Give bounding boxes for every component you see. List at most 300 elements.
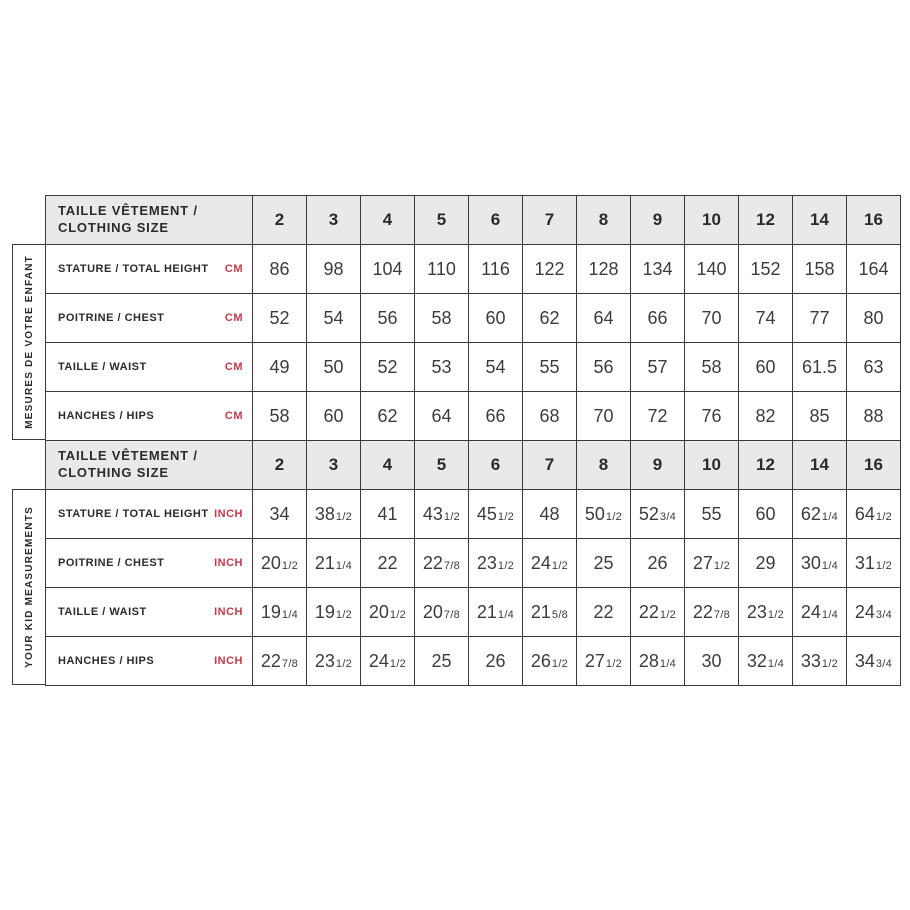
value-fraction: 1/4: [659, 657, 677, 670]
value-cell: [253, 294, 307, 343]
value-text: 128: [588, 258, 619, 279]
size-header-cell: [307, 196, 361, 245]
value-text: 62: [539, 307, 560, 328]
value-text: 60: [323, 405, 344, 426]
measure-label: POITRINE / CHEST: [58, 557, 165, 569]
value-fraction: 1/2: [335, 657, 353, 670]
measure-label: TAILLE / WAIST: [58, 361, 147, 373]
value-cell: [307, 343, 361, 392]
size-header-title-cell: [46, 196, 253, 245]
size-number: 6: [490, 455, 501, 474]
size-number: 16: [864, 210, 883, 229]
value-text: 207/8: [422, 601, 461, 622]
measure-row-label-cell: [46, 490, 253, 539]
value-cell: [253, 343, 307, 392]
size-header-cell: [253, 196, 307, 245]
value-text: 54: [485, 356, 506, 377]
value-cell: [793, 539, 847, 588]
value-text: 215/8: [530, 601, 569, 622]
value-fraction: 1/4: [335, 559, 353, 572]
side-label-cm: MESURES DE VOTRE ENFANT: [23, 255, 35, 429]
value-text: 26: [485, 650, 506, 671]
size-header-cell: [523, 196, 577, 245]
value-cell: [847, 637, 901, 686]
value-text: 57: [647, 356, 668, 377]
value-cell: [253, 539, 307, 588]
size-header-cell: [307, 441, 361, 490]
measure-row-label-cell: [46, 343, 253, 392]
size-number: 9: [652, 210, 663, 229]
unit-label: INCH: [214, 606, 243, 618]
value-fraction: 3/4: [875, 608, 893, 621]
value-text: 63: [863, 356, 884, 377]
value-cell: [577, 539, 631, 588]
value-text: 34: [269, 503, 290, 524]
value-text: 227/8: [422, 552, 461, 573]
value-text: 60: [755, 356, 776, 377]
value-cell: [523, 539, 577, 588]
value-cell: [685, 392, 739, 441]
value-fraction: 1/2: [875, 510, 893, 523]
value-cell: [847, 588, 901, 637]
value-text: 72: [647, 405, 668, 426]
value-cell: [793, 588, 847, 637]
size-header-cell: [847, 441, 901, 490]
value-text: 68: [539, 405, 560, 426]
value-fraction: 1/2: [443, 510, 461, 523]
value-cell: [577, 490, 631, 539]
value-text: 381/2: [314, 503, 353, 524]
measure-row-label-cell: [46, 637, 253, 686]
value-text: 25: [593, 552, 614, 573]
value-text: 66: [485, 405, 506, 426]
value-cell: [469, 343, 523, 392]
value-cell: [793, 637, 847, 686]
value-text: 22: [593, 601, 614, 622]
measure-row-label-cell: [46, 392, 253, 441]
value-text: 231/2: [476, 552, 515, 573]
value-text: 431/2: [422, 503, 461, 524]
value-text: 88: [863, 405, 884, 426]
value-text: 70: [593, 405, 614, 426]
value-cell: [253, 637, 307, 686]
value-cell: [307, 637, 361, 686]
value-text: 30: [701, 650, 722, 671]
side-label-inch-box: [12, 489, 46, 685]
value-text: 134: [642, 258, 673, 279]
value-cell: [415, 343, 469, 392]
value-text: 55: [539, 356, 560, 377]
value-fraction: 1/4: [767, 657, 785, 670]
value-cell: [847, 490, 901, 539]
value-cell: [577, 588, 631, 637]
value-cell: [415, 392, 469, 441]
value-text: 164: [858, 258, 889, 279]
size-number: 10: [702, 210, 721, 229]
size-header-title-cell: [46, 441, 253, 490]
value-text: 48: [539, 503, 560, 524]
value-text: 25: [431, 650, 452, 671]
value-fraction: 5/8: [551, 608, 569, 621]
value-fraction: 1/4: [497, 608, 515, 621]
value-cell: [847, 343, 901, 392]
value-cell: [739, 588, 793, 637]
unit-label: CM: [224, 263, 243, 275]
value-cell: [361, 539, 415, 588]
value-cell: [469, 245, 523, 294]
value-fraction: 7/8: [281, 657, 299, 670]
size-header-cell: [577, 441, 631, 490]
value-text: 98: [323, 258, 344, 279]
value-cell: [577, 637, 631, 686]
size-number: 3: [328, 455, 339, 474]
value-text: 50: [323, 356, 344, 377]
value-fraction: 7/8: [713, 608, 731, 621]
size-header-cell: [793, 441, 847, 490]
value-cell: [847, 245, 901, 294]
value-text: 501/2: [584, 503, 623, 524]
size-header-cell: [469, 441, 523, 490]
value-cell: [685, 588, 739, 637]
value-fraction: 1/2: [821, 657, 839, 670]
value-text: 231/2: [746, 601, 785, 622]
value-text: 211/4: [314, 552, 353, 573]
value-cell: [685, 637, 739, 686]
size-header-cell: [631, 441, 685, 490]
value-text: 158: [804, 258, 835, 279]
value-fraction: 1/2: [713, 559, 731, 572]
value-cell: [361, 392, 415, 441]
measure-row-label-cell: [46, 588, 253, 637]
value-cell: [631, 245, 685, 294]
size-number: 5: [436, 210, 447, 229]
measure-row-label-cell: [46, 539, 253, 588]
size-header-cell: [415, 196, 469, 245]
value-text: 201/2: [368, 601, 407, 622]
value-fraction: 7/8: [443, 559, 461, 572]
value-cell: [415, 588, 469, 637]
value-cell: [307, 588, 361, 637]
value-text: 122: [534, 258, 565, 279]
size-number: 4: [382, 210, 393, 229]
size-header-cell: [523, 441, 577, 490]
value-cell: [793, 245, 847, 294]
value-cell: [361, 490, 415, 539]
value-text: 56: [377, 307, 398, 328]
value-text: 301/4: [800, 552, 839, 573]
size-header-cell: [739, 441, 793, 490]
value-text: 49: [269, 356, 290, 377]
value-text: 211/4: [476, 601, 515, 622]
value-cell: [739, 539, 793, 588]
size-number: 7: [544, 455, 555, 474]
value-text: 321/4: [746, 650, 785, 671]
value-cell: [307, 245, 361, 294]
value-cell: [631, 294, 685, 343]
value-fraction: 1/2: [551, 657, 569, 670]
value-cell: [685, 294, 739, 343]
size-header-title-line: TAILLE VÊTEMENT /: [58, 203, 198, 219]
value-cell: [469, 490, 523, 539]
value-cell: [793, 343, 847, 392]
size-header-cell: [685, 441, 739, 490]
value-text: 86: [269, 258, 290, 279]
value-text: 26: [647, 552, 668, 573]
value-fraction: 1/2: [605, 510, 623, 523]
value-cell: [631, 343, 685, 392]
value-fraction: 3/4: [875, 657, 893, 670]
size-number: 12: [756, 455, 775, 474]
size-number: 3: [328, 210, 339, 229]
value-cell: [307, 490, 361, 539]
value-cell: [631, 588, 685, 637]
value-cell: [577, 343, 631, 392]
measure-label: HANCHES / HIPS: [58, 655, 155, 667]
value-text: 243/4: [854, 601, 893, 622]
value-fraction: 1/2: [497, 559, 515, 572]
value-cell: [361, 588, 415, 637]
side-label-inch: YOUR KID MEASUREMENTS: [23, 506, 35, 668]
value-cell: [253, 245, 307, 294]
value-text: 74: [755, 307, 776, 328]
measure-label: STATURE / TOTAL HEIGHT: [58, 508, 209, 520]
value-cell: [739, 245, 793, 294]
value-cell: [739, 294, 793, 343]
size-number: 4: [382, 455, 393, 474]
value-text: 116: [481, 258, 510, 279]
value-cell: [577, 294, 631, 343]
value-text: 29: [755, 552, 776, 573]
value-text: 104: [372, 258, 403, 279]
size-header-cell: [793, 196, 847, 245]
size-header-cell: [847, 196, 901, 245]
measure-label: STATURE / TOTAL HEIGHT: [58, 263, 209, 275]
value-text: 191/2: [314, 601, 353, 622]
value-text: 64: [593, 307, 614, 328]
value-text: 56: [593, 356, 614, 377]
value-text: 82: [755, 405, 776, 426]
value-text: 110: [427, 258, 456, 279]
size-number: 7: [544, 210, 555, 229]
size-number: 2: [274, 210, 285, 229]
value-text: 261/2: [530, 650, 569, 671]
size-number: 8: [598, 455, 609, 474]
value-text: 331/2: [800, 650, 839, 671]
value-cell: [793, 294, 847, 343]
value-text: 451/2: [476, 503, 515, 524]
value-cell: [739, 343, 793, 392]
value-cell: [415, 294, 469, 343]
size-header-cell: [253, 441, 307, 490]
value-cell: [631, 490, 685, 539]
size-number: 12: [756, 210, 775, 229]
size-header-cell: [361, 196, 415, 245]
unit-label: INCH: [214, 508, 243, 520]
value-cell: [577, 245, 631, 294]
value-fraction: 1/2: [335, 608, 353, 621]
value-text: 22: [377, 552, 398, 573]
size-header-title-line: CLOTHING SIZE: [58, 220, 169, 235]
value-text: 58: [431, 307, 452, 328]
value-cell: [793, 392, 847, 441]
value-text: 241/2: [368, 650, 407, 671]
size-header-title-line: CLOTHING SIZE: [58, 465, 169, 480]
size-number: 16: [864, 455, 883, 474]
value-cell: [685, 343, 739, 392]
value-cell: [469, 637, 523, 686]
side-label-cm-box: [12, 244, 46, 440]
value-text: 60: [755, 503, 776, 524]
value-text: 52: [269, 307, 290, 328]
value-text: 241/2: [530, 552, 569, 573]
value-cell: [307, 392, 361, 441]
value-fraction: 1/2: [497, 510, 515, 523]
value-text: 52: [377, 356, 398, 377]
value-cell: [739, 392, 793, 441]
size-number: 6: [490, 210, 501, 229]
value-text: 70: [701, 307, 722, 328]
value-fraction: 1/4: [821, 608, 839, 621]
value-fraction: 3/4: [659, 510, 677, 523]
value-cell: [847, 539, 901, 588]
value-cell: [361, 343, 415, 392]
value-cell: [685, 490, 739, 539]
value-cell: [631, 539, 685, 588]
value-text: 55: [701, 503, 722, 524]
value-cell: [523, 637, 577, 686]
value-fraction: 1/4: [821, 559, 839, 572]
value-cell: [523, 343, 577, 392]
value-cell: [253, 588, 307, 637]
value-cell: [847, 392, 901, 441]
unit-label: INCH: [214, 655, 243, 667]
value-cell: [469, 294, 523, 343]
value-fraction: 1/2: [605, 657, 623, 670]
value-fraction: 1/2: [335, 510, 353, 523]
size-header-cell: [361, 441, 415, 490]
value-text: 271/2: [692, 552, 731, 573]
value-cell: [631, 392, 685, 441]
size-header-cell: [469, 196, 523, 245]
value-text: 191/4: [260, 601, 299, 622]
value-cell: [415, 490, 469, 539]
size-number: 14: [810, 210, 829, 229]
value-text: 221/2: [638, 601, 677, 622]
value-fraction: 1/2: [767, 608, 785, 621]
value-text: 60: [485, 307, 506, 328]
unit-label: CM: [224, 410, 243, 422]
value-cell: [523, 294, 577, 343]
measure-row-label-cell: [46, 245, 253, 294]
value-cell: [361, 294, 415, 343]
value-cell: [631, 637, 685, 686]
value-cell: [523, 245, 577, 294]
size-number: 10: [702, 455, 721, 474]
value-text: 271/2: [584, 650, 623, 671]
measure-label: POITRINE / CHEST: [58, 312, 165, 324]
value-cell: [253, 392, 307, 441]
value-fraction: 1/2: [875, 559, 893, 572]
value-text: 53: [431, 356, 452, 377]
value-cell: [361, 245, 415, 294]
size-header-cell: [577, 196, 631, 245]
value-text: 58: [701, 356, 722, 377]
value-fraction: 1/4: [821, 510, 839, 523]
value-fraction: 1/2: [659, 608, 677, 621]
value-cell: [577, 392, 631, 441]
value-cell: [253, 490, 307, 539]
value-cell: [415, 637, 469, 686]
measure-label: TAILLE / WAIST: [58, 606, 147, 618]
value-cell: [415, 245, 469, 294]
value-fraction: 1/2: [389, 657, 407, 670]
value-cell: [685, 539, 739, 588]
value-text: 241/4: [800, 601, 839, 622]
value-fraction: 1/4: [281, 608, 299, 621]
value-cell: [739, 490, 793, 539]
value-text: 523/4: [638, 503, 677, 524]
value-fraction: 7/8: [443, 608, 461, 621]
value-cell: [307, 294, 361, 343]
unit-label: CM: [224, 361, 243, 373]
size-number: 5: [436, 455, 447, 474]
unit-label: INCH: [214, 557, 243, 569]
value-cell: [523, 490, 577, 539]
value-cell: [523, 392, 577, 441]
value-text: 85: [809, 405, 830, 426]
size-number: 14: [810, 455, 829, 474]
value-fraction: 1/2: [389, 608, 407, 621]
value-cell: [469, 588, 523, 637]
size-number: 9: [652, 455, 663, 474]
value-cell: [415, 539, 469, 588]
value-text: 64: [431, 405, 452, 426]
value-text: 61.5: [801, 356, 838, 377]
measure-label: HANCHES / HIPS: [58, 410, 155, 422]
value-text: 311/2: [854, 552, 893, 573]
value-cell: [361, 637, 415, 686]
value-fraction: 1/2: [551, 559, 569, 572]
value-text: 62: [377, 405, 398, 426]
size-chart-table: [45, 195, 901, 686]
value-text: 281/4: [638, 650, 677, 671]
value-cell: [739, 637, 793, 686]
unit-label: CM: [224, 312, 243, 324]
value-text: 76: [701, 405, 722, 426]
value-text: 58: [269, 405, 290, 426]
size-header-cell: [631, 196, 685, 245]
size-number: 2: [274, 455, 285, 474]
value-text: 54: [323, 307, 344, 328]
value-text: 41: [377, 503, 398, 524]
value-text: 621/4: [800, 503, 839, 524]
value-text: 80: [863, 307, 884, 328]
value-text: 152: [750, 258, 781, 279]
measure-row-label-cell: [46, 294, 253, 343]
value-text: 227/8: [692, 601, 731, 622]
value-fraction: 1/2: [281, 559, 299, 572]
value-cell: [469, 539, 523, 588]
value-text: 641/2: [854, 503, 893, 524]
size-header-cell: [739, 196, 793, 245]
size-number: 8: [598, 210, 609, 229]
value-text: 227/8: [260, 650, 299, 671]
value-cell: [307, 539, 361, 588]
value-cell: [523, 588, 577, 637]
value-text: 231/2: [314, 650, 353, 671]
value-cell: [793, 490, 847, 539]
size-header-cell: [415, 441, 469, 490]
